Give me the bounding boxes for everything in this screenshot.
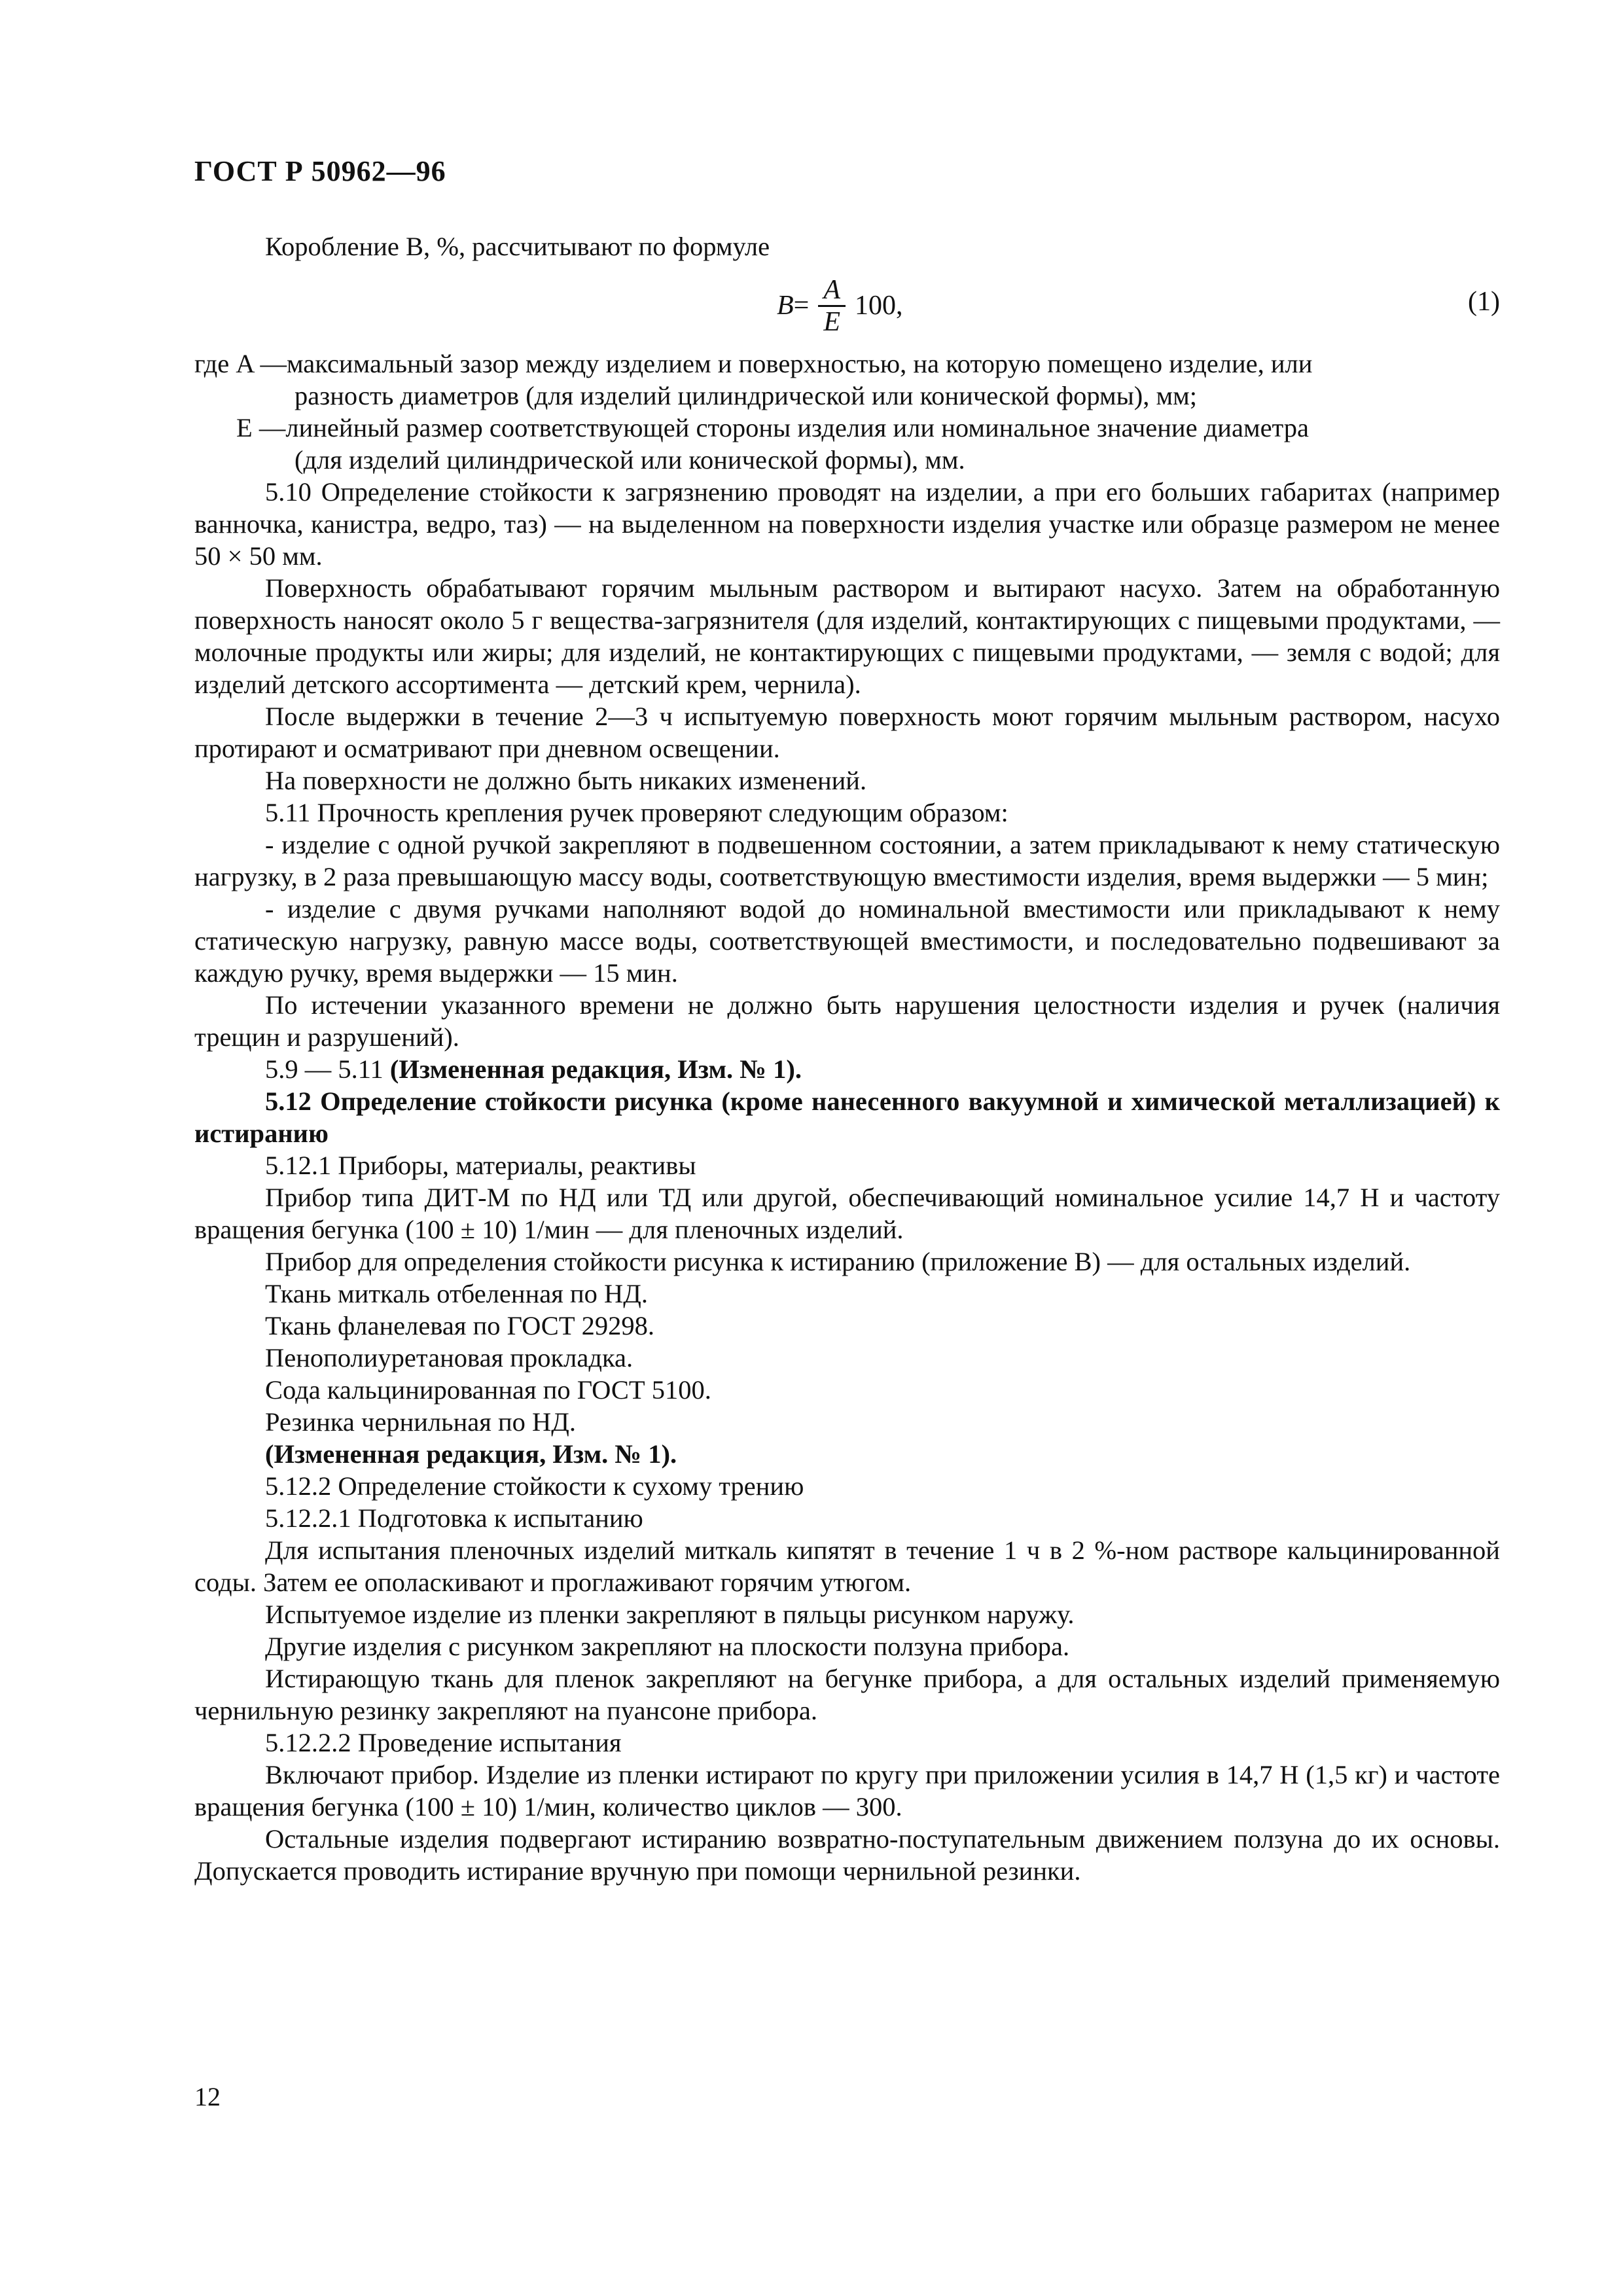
paragraph: Другие изделия с рисунком закрепляют на плоскости ползуна прибора. [265, 1632, 1070, 1661]
paragraph: Испытуемое изделие из пленки закрепляют в пяльцы рисунком наружу. [265, 1600, 1075, 1629]
paragraph: - изделие с одной ручкой закрепляют в подвешенном состоянии, а затем прикладывают к нему статическую нагрузку, в 2 раза превышающую массу воды, соответствующую вместимости изделия, время выдержки — 5 мин; [194, 830, 1500, 891]
paragraph: Остальные изделия подвергают истиранию возвратно-поступательным движением ползуна до их основы. Допускается проводить истирание вручную при помощи чернильной резинки. [194, 1824, 1500, 1886]
formula [777, 266, 903, 345]
where-block [194, 348, 1500, 476]
where-a-label: где A — [194, 349, 287, 378]
formula-block [194, 262, 1500, 348]
paragraph: Пенополиуретановая прокладка. [265, 1343, 633, 1372]
formula-intro: Коробление B, %, рассчитывают по формуле [265, 232, 770, 261]
paragraph: Прибор типа ДИТ-М по НД или ТД или другой, обеспечивающий номинальное усилие 14,7 Н и частоту вращения бегунка (100 ± 10) 1/мин — для пленочных изделий. [194, 1183, 1500, 1244]
amendment-note [194, 1053, 1500, 1085]
paragraph: 5.12.2 Определение стойкости к сухому трению [265, 1471, 804, 1501]
paragraph: - изделие с двумя ручками наполняют водой до номинальной вместимости или прикладывают к нему статическую нагрузку, равную массе воды, соответствующей вместимости, и последовательно подвешивают за каждую ручку, время выдержки — 15 мин. [194, 894, 1500, 988]
paragraph: Сода кальцинированная по ГОСТ 5100. [265, 1375, 711, 1405]
where-e [194, 412, 1500, 444]
document-header: ГОСТ Р 50962—96 [194, 155, 446, 187]
where-e-text: линейный размер соответствующей стороны изделия или номинальное значение диаметра [285, 413, 1309, 442]
paragraph: После выдержки в течение 2—3 ч испытуемую поверхность моют горячим мыльным раствором, насухо протирают и осматривают при дневном освещении. [194, 702, 1500, 763]
section-heading: 5.12 Определение стойкости рисунка (кроме нанесенного вакуумной и химической металлизацией) к истиранию [194, 1086, 1500, 1148]
where-a [194, 348, 1500, 380]
paragraph: Поверхность обрабатывают горячим мыльным раствором и вытирают насухо. Затем на обработанную поверхность наносят около 5 г вещества-загрязнителя (для изделий, контактирующих с пищевыми продуктами, — молочные продукты или жиры; для изделий, не контактирующих с пищевыми продуктами, — земля с водой; для изделий детского ассортимента — детский крем, чернила). [194, 573, 1500, 699]
paragraph: 5.11 Прочность крепления ручек проверяют следующим образом: [265, 798, 1008, 827]
paragraph: На поверхности не должно быть никаких изменений. [265, 766, 867, 795]
document-body [194, 230, 1500, 1887]
amendment-prefix: 5.9 — 5.11 [265, 1054, 390, 1084]
formula-numerator: A [823, 274, 840, 305]
where-a-cont: разность диаметров (для изделий цилиндрической или конической формы), мм; [294, 381, 1198, 410]
paragraph: Для испытания пленочных изделий миткаль кипятят в течение 1 ч в 2 %-ном растворе кальцинированной соды. Затем ее ополаскивают и проглаживают горячим утюгом. [194, 1535, 1500, 1597]
where-e-cont: (для изделий цилиндрической или конической формы), мм. [294, 445, 965, 475]
formula-number: (1) [1468, 287, 1500, 317]
paragraph: Истирающую ткань для пленок закрепляют на бегунке прибора, а для остальных изделий применяемую чернильную резинку закрепляют на пуансоне прибора. [194, 1664, 1500, 1725]
page-number: 12 [194, 2082, 221, 2111]
paragraph: Резинка чернильная по НД. [265, 1407, 577, 1437]
paragraph: 5.12.2.1 Подготовка к испытанию [265, 1503, 643, 1533]
formula-denominator: E [823, 306, 840, 337]
paragraph: 5.10 Определение стойкости к загрязнению проводят на изделии, а при его больших габаритах (например ванночка, канистра, ведро, таз) — на выделенном на поверхности изделия участке или образце размером не менее 50 × 50 мм. [194, 477, 1500, 571]
paragraph: Включают прибор. Изделие из пленки истирают по кругу при приложении усилия в 14,7 Н (1,5 кг) и частоте вращения бегунка (100 ± 10) 1/мин, количество циклов — 300. [194, 1760, 1500, 1821]
paragraph: По истечении указанного времени не должно быть нарушения целостности изделия и ручек (наличия трещин и разрушений). [194, 990, 1500, 1052]
formula-fraction [818, 275, 846, 337]
paragraph: Ткань фланелевая по ГОСТ 29298. [265, 1311, 655, 1340]
paragraph: 5.12.2.2 Проведение испытания [265, 1728, 622, 1757]
paragraph: Ткань миткаль отбеленная по НД. [265, 1279, 649, 1308]
formula-lhs: B [777, 290, 794, 321]
paragraph: Прибор для определения стойкости рисунка к истиранию (приложение В) — для остальных изделий. [265, 1247, 1411, 1276]
amendment-bold: (Измененная редакция, Изм. № 1). [389, 1054, 802, 1084]
amendment-note-2: (Измененная редакция, Изм. № 1). [265, 1439, 677, 1469]
formula-equals: = [793, 290, 810, 321]
where-a-text: максимальный зазор между изделием и поверхностью, на которую помещено изделие, или [286, 349, 1313, 378]
where-e-label: E — [236, 413, 286, 442]
formula-tail: 100, [855, 290, 903, 321]
paragraph: 5.12.1 Приборы, материалы, реактивы [265, 1151, 696, 1180]
